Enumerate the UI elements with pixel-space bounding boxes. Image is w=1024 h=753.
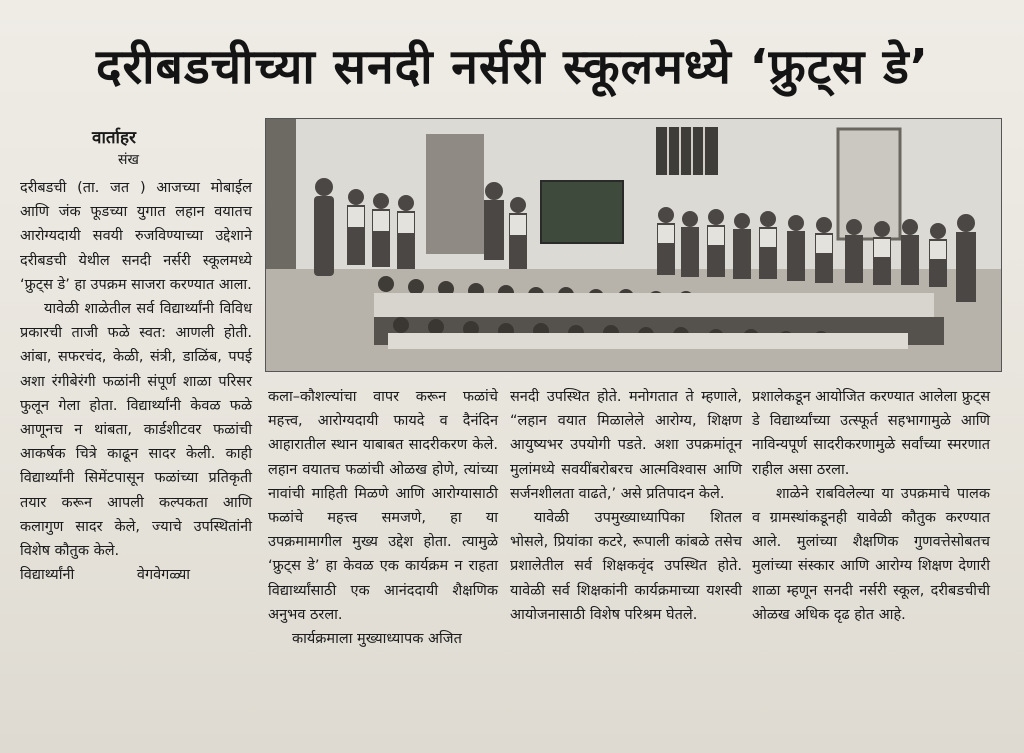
headline: दरीबडचीच्या सनदी नर्सरी स्कूलमध्ये ‘फ्रुट्स डे’ [95, 39, 930, 95]
dateline: संख [118, 152, 139, 168]
paragraph: प्रशालेकडून आयोजित करण्यात आलेला फ्रुट्स डे विद्यार्थ्यांच्या उत्स्फूर्त सहभागामुळे आणि नाविन्यपूर्ण सादरीकरणामुळे सर्वांच्या स्मरणात राहील असा ठरला. [752, 389, 990, 478]
paragraph: कला–कौशल्यांचा वापर करून फळांचे महत्त्व, आरोग्यदायी फायदे व दैनंदिन आहारातील स्थान याबाबत सादरीकरण केले. लहान वयातच फळांची ओळख होणे, त्यांच्या नावांची माहिती मिळणे आणि आरोग्यासाठी फळांचे महत्त्व समजणे, हा या उपक्रमामागील मुख्य उद्देश होता. त्यामुळे ‘फ्रुट्स डे’ हा केवळ एक कार्यक्रम न राहता विद्यार्थ्यांसाठी एक आनंददायी शैक्षणिक अनुभव ठरला. [268, 389, 498, 623]
column-4 [752, 385, 990, 627]
news-photo [265, 118, 1002, 372]
column-3 [510, 385, 742, 627]
paragraph: यावेळी शाळेतील सर्व विद्यार्थ्यांनी विविध प्रकारची ताजी फळे स्वत: आणली होती. आंबा, सफरचंद, केळी, संत्री, डाळिंब, पपई अशा रंगीबेरंगी फळांनी संपूर्ण शाळा परिसर फुलून गेला होता. विद्यार्थ्यांनी केवळ फळे आणूनच न थांबता, कार्डशीटवर फळांची आकर्षक चित्रे काढून सादर केली. काही विद्यार्थ्यांनी सिमेंटपासून फळांच्या प्रतिकृती तयार करून आपली कल्पकता आणि कलागुण सादर केले, ज्याचे उपस्थितांनी विशेष कौतुक केले. [20, 301, 252, 560]
paragraph-tail: विद्यार्थ्यांनी वेगवेगळ्या [20, 567, 191, 584]
column-1 [20, 176, 252, 587]
paragraph: दरीबडची (ता. जत ) आजच्या मोबाईल आणि जंक फूडच्या युगात लहान वयातच आरोग्यदायी सवयी रुजविण्याच्या उद्देशाने दरीबडची येथील सनदी नर्सरी स्कूलमध्ये ‘फ्रुट्स डे’ हा उपक्रम साजरा करण्यात आला. [20, 180, 252, 293]
column-2 [268, 385, 498, 651]
photo-illustration [266, 119, 1001, 371]
paragraph: शाळेने राबविलेल्या या उपक्रमाचे पालक व ग्रामस्थांकडूनही यावेळी कौतुक करण्यात आले. मुलांच्या शैक्षणिक गुणवत्तेसोबतच मुलांच्या संस्कार आणि आरोग्य शिक्षण देणारी शाळा म्हणून सनदी नर्सरी स्कूल, दरीबडचीची ओळख अधिक दृढ होत आहे. [752, 485, 990, 623]
byline: वार्ताहर [92, 128, 136, 148]
paragraph: सनदी उपस्थित होते. मनोगतात ते म्हणाले, “लहान वयात मिळालेले आरोग्य, शिक्षण आयुष्यभर उपयोगी पडते. अशा उपक्रमांतून मुलांमध्ये सवयींबरोबरच आत्मविश्वास आणि सर्जनशीलता वाढते,’ असे प्रतिपादन केले. [510, 389, 742, 502]
paragraph: कार्यक्रमाला मुख्याध्यापक अजित [292, 631, 462, 648]
paragraph: यावेळी उपमुख्याध्यापिका शितल भोसले, प्रियांका कटरे, रूपाली कांबळे तसेच प्रशालेतील सर्व शिक्षकवृंद उपस्थित होते. यावेळी सर्व शिक्षकांनी कार्यक्रमाच्या यशस्वी आयोजनासाठी विशेष परिश्रम घेतले. [510, 510, 742, 623]
